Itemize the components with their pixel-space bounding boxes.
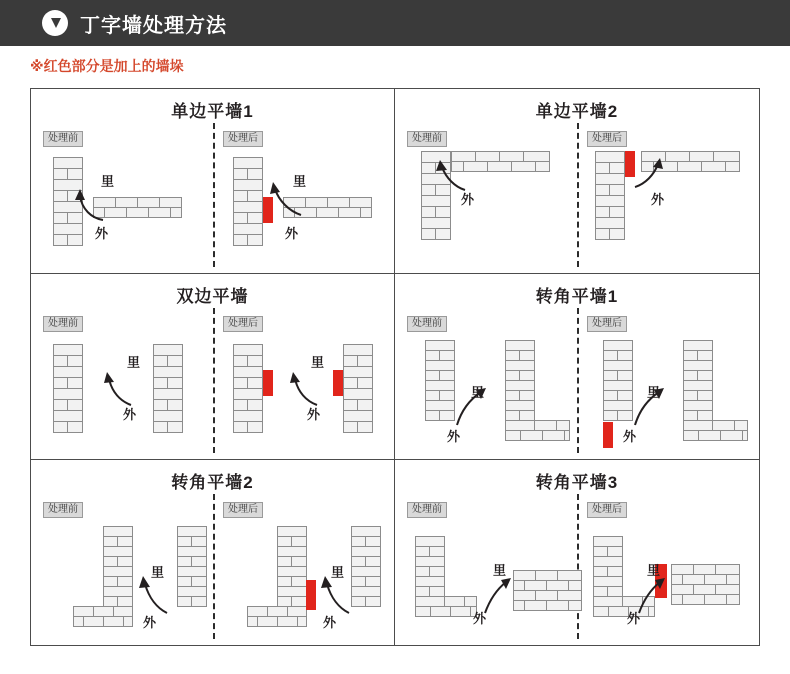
tag-before: 处理前 <box>43 131 83 147</box>
tag-after: 处理后 <box>587 131 627 147</box>
wall-corner-before <box>505 340 571 444</box>
tag-before: 处理前 <box>407 502 447 518</box>
wall-corner-left-before <box>415 536 477 620</box>
arrow-after <box>633 157 667 191</box>
label-outside-after: 外 <box>285 226 299 241</box>
wall-vertical-before <box>177 526 207 608</box>
label-outside-before: 外 <box>473 610 487 626</box>
wall-corner-before <box>73 526 135 630</box>
label-outside-after: 外 <box>307 407 321 423</box>
label-outside-after: 外 <box>651 192 665 207</box>
panel-title: 转角平墙3 <box>535 472 619 492</box>
label-inside-before: 里 <box>127 355 141 371</box>
diagram-grid <box>30 88 760 646</box>
arrow-before <box>103 370 137 408</box>
label-outside-after: 外 <box>627 610 641 626</box>
tag-after: 处理后 <box>223 131 263 147</box>
wall-vertical-left-before <box>425 340 455 422</box>
label-outside-before: 外 <box>447 429 461 445</box>
label-inside-after: 里 <box>647 385 661 401</box>
added-pier-red-left <box>263 370 273 396</box>
label-inside-before: 里 <box>493 562 507 578</box>
wall-vertical-after <box>351 526 381 608</box>
panel-divider <box>213 308 215 452</box>
panel-zhuanjiao-pingqiang-2 <box>31 460 395 645</box>
wall-vertical-left-before <box>53 344 83 436</box>
wall-vertical-after <box>233 157 263 249</box>
added-pier-red <box>306 580 316 610</box>
tag-before: 处理前 <box>43 316 83 332</box>
panel-danbian-pingqiang-2 <box>395 89 759 274</box>
panel-title: 单边平墙1 <box>171 102 254 121</box>
wall-corner-after <box>683 340 749 444</box>
panel-shuangbian-pingqiang <box>31 274 395 459</box>
wall-vertical-after <box>595 151 625 243</box>
arrow-before <box>73 187 107 223</box>
note-text: ※红色部分是加上的墙垛 <box>30 58 184 74</box>
panel-divider <box>577 123 579 267</box>
wall-vertical-left-after <box>233 344 263 436</box>
label-outside-before: 外 <box>95 226 109 241</box>
page-header <box>0 0 790 46</box>
label-outside-before: 外 <box>123 407 137 423</box>
wall-vertical-right-before <box>153 344 183 436</box>
panel-zhuanjiao-pingqiang-3 <box>395 460 759 645</box>
wall-corner-after <box>247 526 309 630</box>
label-inside-after: 里 <box>311 355 325 371</box>
tag-before: 处理前 <box>43 502 83 518</box>
panel-divider <box>213 123 215 267</box>
wall-horizontal-after <box>671 564 741 614</box>
panel-divider <box>213 494 215 639</box>
arrow-after <box>289 370 323 408</box>
label-outside-after: 外 <box>323 614 337 630</box>
play-circle-icon <box>42 10 68 36</box>
arrow-before <box>435 159 469 193</box>
wall-vertical-right-after <box>343 344 373 436</box>
panel-divider <box>577 308 579 452</box>
label-inside-before: 里 <box>101 174 115 189</box>
tag-after: 处理后 <box>587 316 627 332</box>
label-outside-before: 外 <box>143 614 157 630</box>
label-inside-before: 里 <box>151 564 165 580</box>
added-pier-red <box>603 422 613 448</box>
tag-before: 处理前 <box>407 316 447 332</box>
panel-zhuanjiao-pingqiang-1 <box>395 274 759 459</box>
tag-after: 处理后 <box>223 502 263 518</box>
tag-after: 处理后 <box>587 502 627 518</box>
label-inside-after: 里 <box>293 174 307 189</box>
added-pier-red-right <box>333 370 343 396</box>
label-outside-after: 外 <box>623 429 637 445</box>
tag-after: 处理后 <box>223 316 263 332</box>
wall-horizontal-before <box>513 570 583 620</box>
panel-danbian-pingqiang-1 <box>31 89 395 274</box>
panel-title: 双边平墙 <box>176 287 249 307</box>
footer-space <box>0 646 790 674</box>
label-outside-before: 外 <box>461 192 475 207</box>
tag-before: 处理前 <box>407 131 447 147</box>
label-inside-after: 里 <box>331 564 345 580</box>
panel-title: 转角平墙1 <box>535 287 619 307</box>
label-inside-before: 里 <box>471 385 485 401</box>
label-inside-after: 里 <box>647 562 661 578</box>
panel-title: 单边平墙2 <box>535 102 619 121</box>
page-title: 丁字墙处理方法 <box>80 14 227 37</box>
wall-vertical-left-after <box>603 340 633 422</box>
panel-title: 转角平墙2 <box>171 472 254 492</box>
